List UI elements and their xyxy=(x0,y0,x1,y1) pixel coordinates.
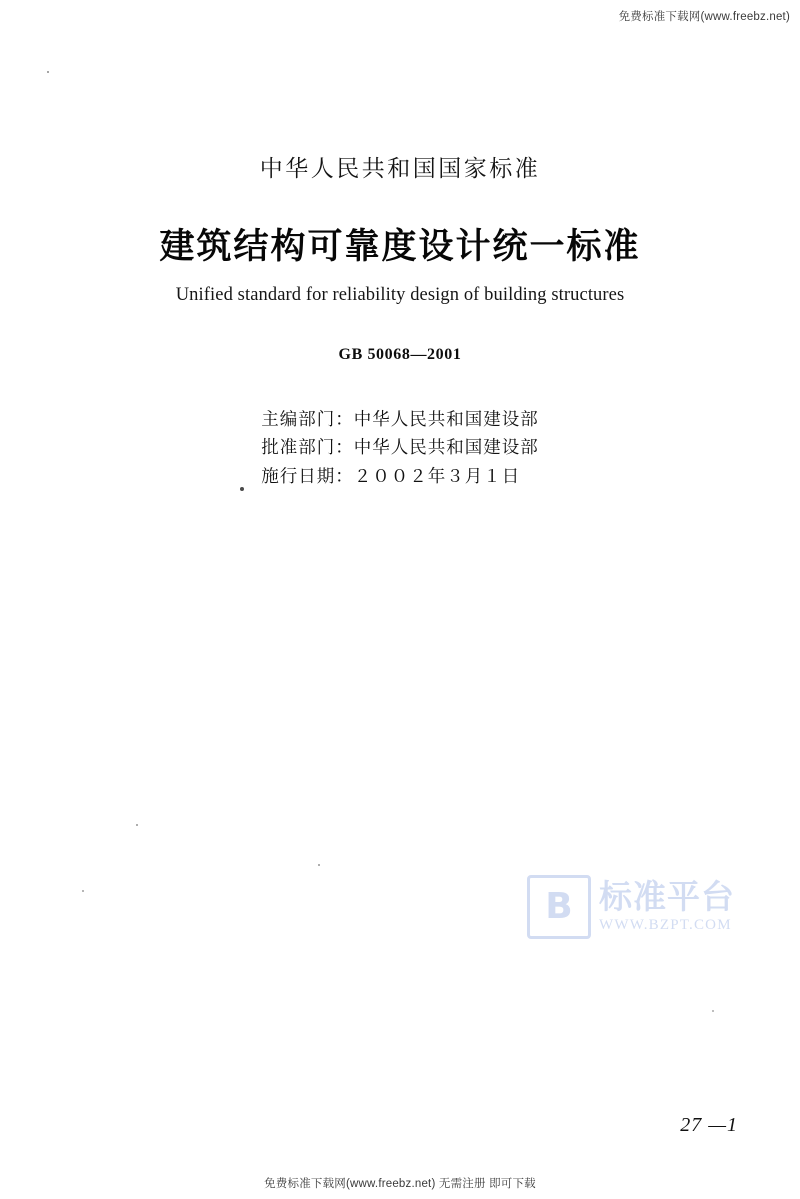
bzpt-logo-icon: B xyxy=(527,875,591,939)
scan-speck xyxy=(712,1010,714,1012)
issuing-authority: 中华人民共和国国家标准 xyxy=(259,156,541,182)
bzpt-logo-text xyxy=(599,877,735,934)
page-title-english: Unified standard for reliability design of building structures xyxy=(175,285,625,305)
metadata-effective-date: 施行日期：２００２年３月１日 xyxy=(261,466,521,487)
scan-speck xyxy=(82,890,84,892)
standard-code: GB 50068—2001 xyxy=(338,346,462,363)
cover-block xyxy=(0,150,800,491)
bzpt-logo-url: WWW.BZPT.COM xyxy=(599,916,732,933)
metadata-approval-department: 批准部门：中华人民共和国建设部 xyxy=(261,438,539,459)
bzpt-logo-name: 标准平台 xyxy=(599,877,735,917)
scan-speck xyxy=(318,864,320,866)
bzpt-logo-watermark xyxy=(527,875,735,939)
standard-metadata xyxy=(261,406,539,491)
page-number: 27 —1 xyxy=(680,1114,738,1136)
bottom-watermark: 免费标准下载网(www.freebz.net) 无需注册 即可下载 xyxy=(264,1178,536,1190)
page-title: 建筑结构可靠度设计统一标准 xyxy=(159,226,641,267)
top-right-watermark: 免费标准下载网(www.freebz.net) xyxy=(618,11,790,23)
scan-speck xyxy=(47,71,49,73)
scan-speck xyxy=(136,824,138,826)
metadata-chief-department: 主编部门：中华人民共和国建设部 xyxy=(261,410,539,430)
